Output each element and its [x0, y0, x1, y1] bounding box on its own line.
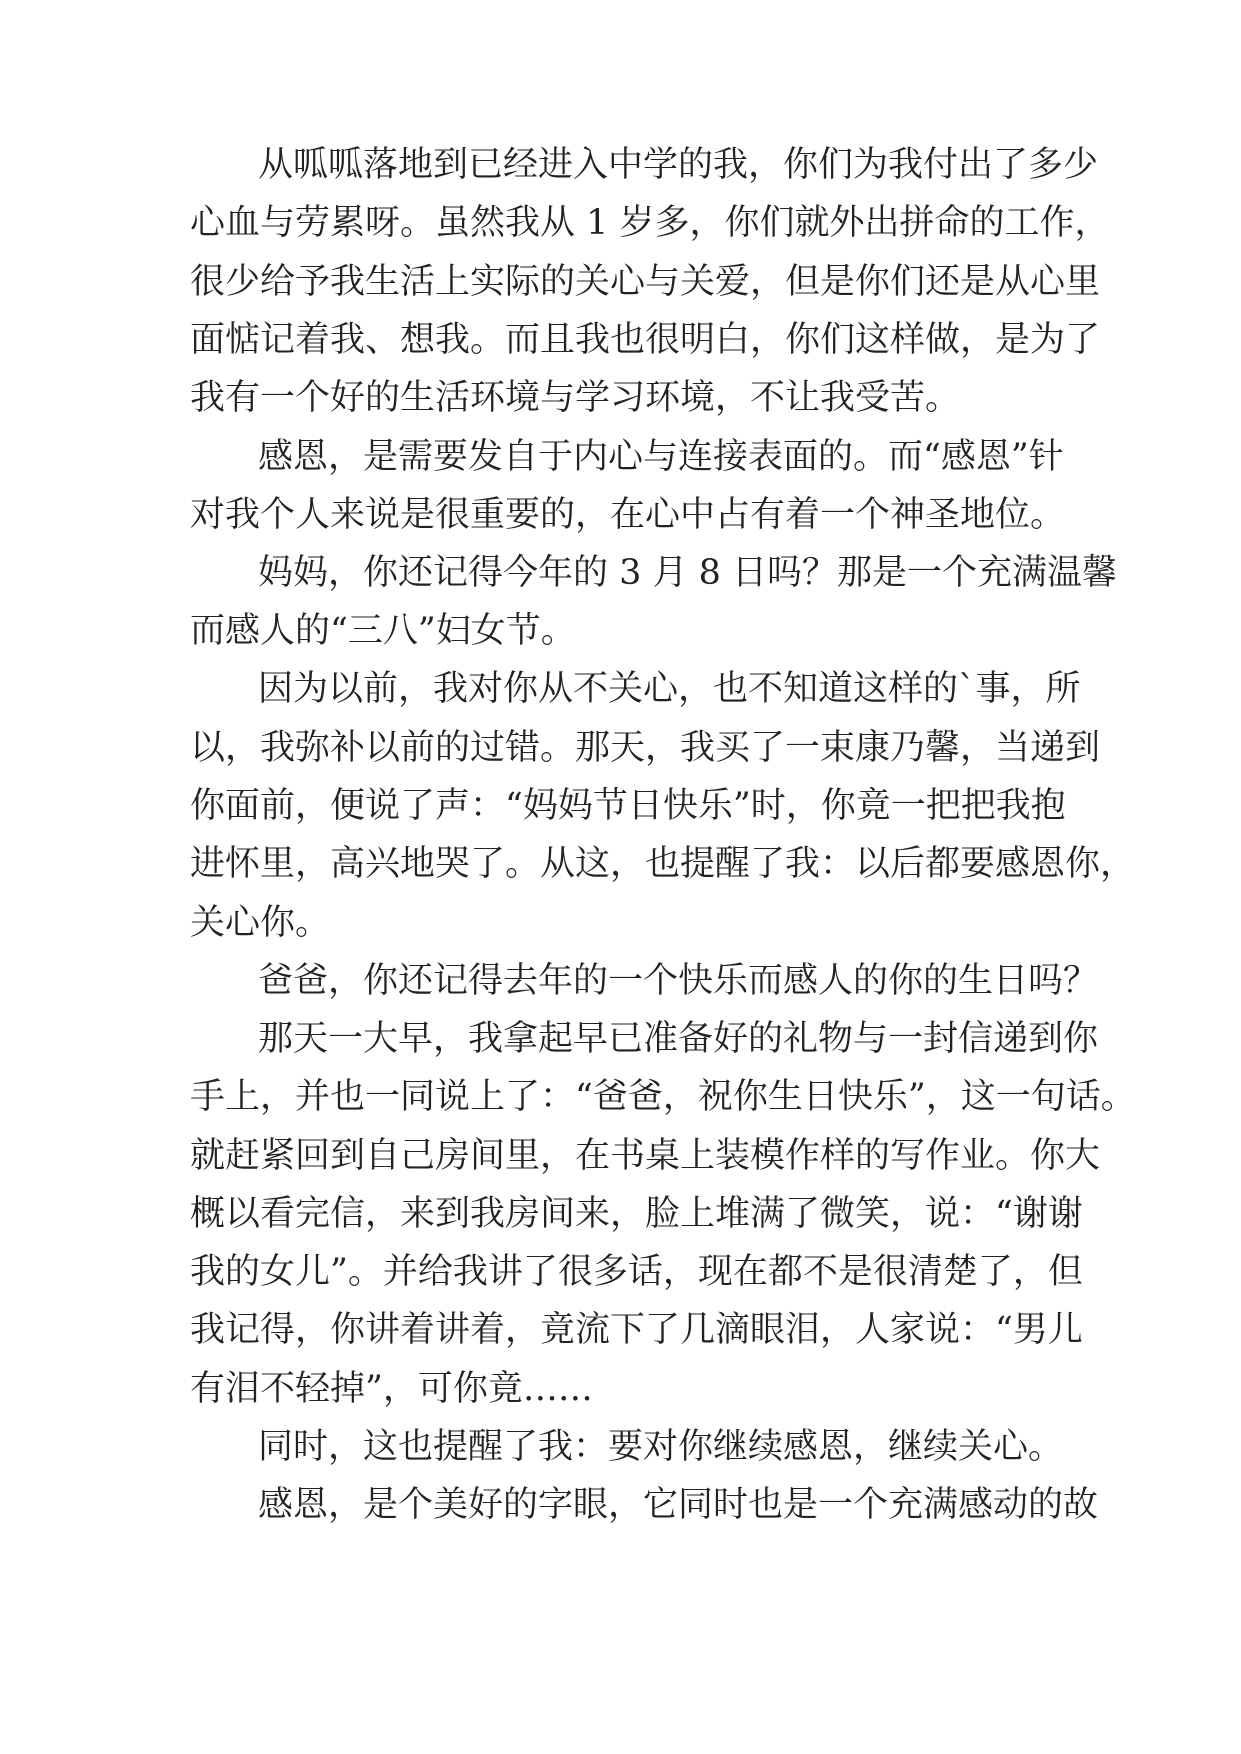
text-line: 感恩，是个美好的字眼，它同时也是一个充满感动的故 — [258, 1485, 1099, 1525]
text-line: 我的女儿”。并给我讲了很多话，现在都不是很清楚了，但 — [190, 1252, 1083, 1292]
text-line: 我有一个好的生活环境与学习环境，不让我受苦。 — [190, 378, 961, 418]
text-line: 心血与劳累呀。虽然我从 1 岁多，你们就外出拼命的工作， — [190, 203, 1110, 243]
text-line: 很少给予我生活上实际的关心与关爱，但是你们还是从心里 — [190, 262, 1101, 302]
text-line: 手上，并也一同说上了：“爸爸，祝你生日快乐”，这一句话。 — [190, 1077, 1136, 1117]
text-line: 从呱呱落地到已经进入中学的我，你们为我付出了多少 — [258, 145, 1099, 185]
text-line: 以，我弥补以前的过错。那天，我买了一束康乃馨，当递到 — [190, 728, 1101, 768]
text-line: 面惦记着我、想我。而且我也很明白，你们这样做，是为了 — [190, 320, 1101, 360]
text-line: 妈妈，你还记得今年的 3 月 8 日吗？那是一个充满温馨 — [258, 553, 1118, 593]
text-line: 对我个人来说是很重要的，在心中占有着一个神圣地位。 — [190, 495, 1066, 535]
text-line: 概以看完信，来到我房间来，脸上堆满了微笑，说：“谢谢 — [190, 1194, 1083, 1234]
text-line: 爸爸，你还记得去年的一个快乐而感人的你的生日吗？ — [258, 961, 1099, 1001]
text-line: 进怀里，高兴地哭了。从这，也提醒了我：以后都要感恩你， — [190, 844, 1136, 884]
text-line: 关心你。 — [190, 903, 331, 943]
text-line: 而感人的“三八”妇女节。 — [190, 611, 576, 651]
text-line: 因为以前，我对你从不关心，也不知道这样的`事，所 — [258, 669, 1081, 709]
text-line: 我记得，你讲着讲着，竟流下了几滴眼泪，人家说：“男儿 — [190, 1310, 1083, 1350]
text-line: 那天一大早，我拿起早已准备好的礼物与一封信递到你 — [258, 1019, 1099, 1059]
text-line: 同时，这也提醒了我：要对你继续感恩，继续关心。 — [258, 1427, 1064, 1467]
text-line: 就赶紧回到自己房间里，在书桌上装模作样的写作业。你大 — [190, 1136, 1101, 1176]
text-line: 感恩，是需要发自于内心与连接表面的。而“感恩”针 — [258, 437, 1064, 477]
text-line: 有泪不轻掉”，可你竟…… — [190, 1369, 593, 1409]
text-line: 你面前，便说了声：“妈妈节日快乐”时，你竟一把把我抱 — [190, 786, 1066, 826]
